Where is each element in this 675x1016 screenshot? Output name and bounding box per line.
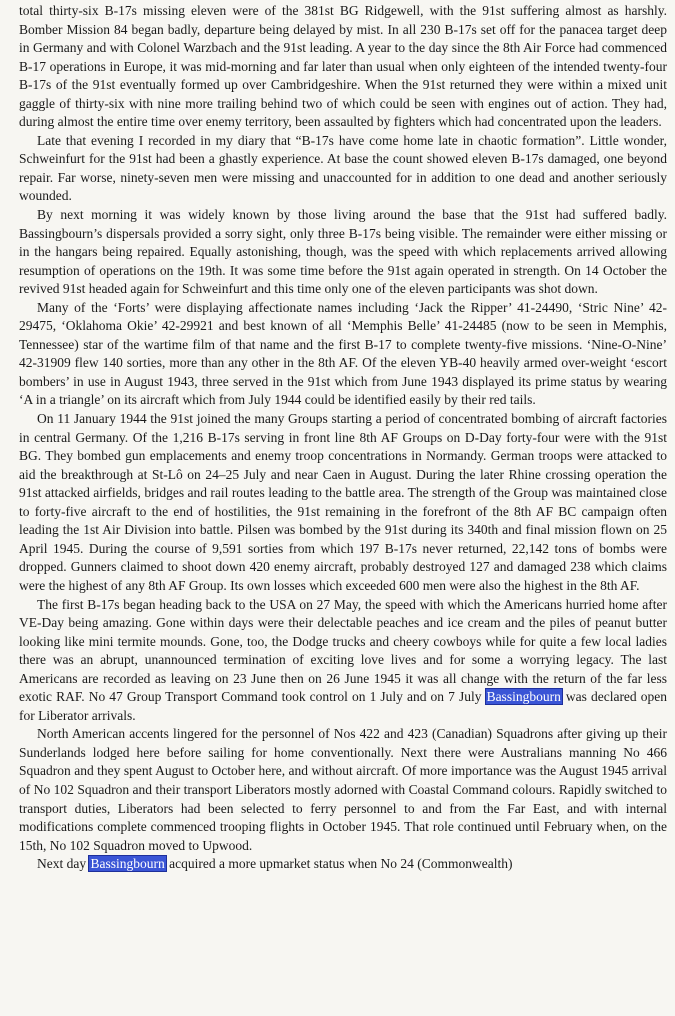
paragraph-text: total thirty-six B-17s missing eleven were of the 381st BG Ridgewell, with the 91st suffering almost as harshly. Bomber Mission 84 began badly, departure being delayed by mist. In all 230 B-17s set off for the panacea target deep in Germany and with Colonel Warzbach and the 91st leading. A year to the day since the 8th Air Force had commenced B-17 operations in Europe, it was mid-morning and far later than usual when only eighteen of the intended twenty-four B-17s of the 91st eventually formed up over Cambridgeshire. When the 91st returned they were within a mixed unit gaggle of thirty-six with nine more trailing behind two of which could be seen with engines out of action. They had, during almost the entire time over enemy territory, been assaulted by fighters which had concentrated upon the leaders. — [19, 3, 667, 130]
highlighted-search-term[interactable]: Bassingbourn — [90, 856, 165, 872]
paragraph-text: On 11 January 1944 the 91st joined the many Groups starting a period of concentrated bombing of aircraft factories in central Germany. Of the 1,216 B-17s serving in front line 8th AF Groups on D-Day forty-four were with the 91st BG. They bombed gun emplacements and enemy troop concentrations in Normandy. German troops were attacked to aid the breakthrough at St-Lô on 24–25 July and near Caen in August. During the later Rhine crossing operation the 91st attacked airfields, bridges and rail routes leading to the battle area. The strength of the Group was maintained close to forty-five aircraft to the end of hostilities, the 91st remaining in the forefront of the 8th AF BC campaign often leading the 1st Air Division into battle. Pilsen was bombed by the 91st during its 340th and final mission flown on 25 April 1945. During the course of 9,591 sorties from which 197 B-17s never returned, 22,142 tons of bombs were dropped. Gunners claimed to shoot down 420 enemy aircraft, probably destroyed 127 and damaged 238 which claims were the highest of any 8th AF Group. Its own losses which exceeded 600 men were also the highest in the 8th AF. — [19, 411, 667, 593]
paragraph-1 — [19, 2, 667, 132]
paragraph-7 — [19, 725, 667, 855]
paragraph-3 — [19, 206, 667, 299]
paragraph-text: Many of the ‘Forts’ were displaying affectionate names including ‘Jack the Ripper’ 41-24490, ‘Stric Nine’ 42-29475, ‘Oklahoma Okie’ 42-29921 and best known of all ‘Memphis Belle’ 41-24485 (now to be seen in Memphis, Tennessee) star of the wartime film of that name and the first B-17 to complete twenty-five missions. ‘Nine-O-Nine’ 42-31909 flew 140 sorties, more than any other in the 8th AF. Of the eleven YB-40 heavily armed over-weight ‘escort bombers’ in use in August 1943, three served in the 91st which from June 1943 displayed its prime status by wearing ‘A in a triangle’ on its aircraft which from July 1944 could be identified easily by their red tails. — [19, 299, 667, 408]
paragraph-6 — [19, 596, 667, 726]
paragraph-8 — [19, 855, 667, 874]
paragraph-text: Next day — [37, 856, 90, 872]
paragraph-text: The first B-17s began heading back to the USA on 27 May, the speed with which the Americans hurried home after VE-Day being amazing. Gone within days were their delectable peaches and ice cream and the piles of peanut butter looking like mini termite mounds. Gone, too, the Dodge trucks and cheery cowboys while for quite a few local ladies there was an abrupt, unannounced termination of exciting love lives and for some a worrying legacy. The last Americans are recorded as leaving on 23 June then on 26 June 1945 it was all change with the return of the far less exotic RAF. No 47 Group Transport Command took control on 1 July and on 7 July — [19, 596, 667, 705]
paragraph-text: North American accents lingered for the personnel of Nos 422 and 423 (Canadian) Squadrons after giving up their Sunderlands lodged here before sailing for home conventionally. Next there were Australians manning No 466 Squadron and they spent August to October here, and without aircraft. Of more importance was the August 1945 arrival of No 102 Squadron and their transport Liberators mostly adorned with Coastal Command colours. Rapidly switched to transport duties, Liberators had been selected to ferry personnel to and from the Far East, and with internal modifications complete commenced trooping flights in October 1945. That role continued until February when, on the 15th, No 102 Squadron moved to Upwood. — [19, 726, 667, 853]
paragraph-text: Late that evening I recorded in my diary that “B-17s have come home late in chaotic formation”. Little wonder, Schweinfurt for the 91st had been a ghastly experience. At base the count showed eleven B-17s damaged, one beyond repair. Far worse, ninety-seven men were missing and unaccounted for in addition to one dead and another seriously wounded. — [19, 132, 667, 204]
paragraph-4 — [19, 299, 667, 410]
paragraph-text: By next morning it was widely known by those living around the base that the 91st had suffered badly. Bassingbourn’s dispersals provided a sorry sight, only three B-17s being visible. The remainder were either missing or in the hangars being repaired. Equally astonishing, though, was the speed with which replacements arrived allowing resumption of operations on the 19th. It was some time before the 91st again operated in strength. On 14 October the revived 91st headed again for Schweinfurt and this time only one of the eleven participants was shot down. — [19, 207, 667, 297]
highlighted-search-term[interactable]: Bassingbourn — [486, 689, 561, 705]
paragraph-2 — [19, 132, 667, 206]
paragraph-text: acquired a more upmarket status when No 24 (Commonwealth) — [165, 856, 513, 872]
paragraph-5 — [19, 410, 667, 595]
paragraph-text: was declared open for Liberator arrivals. — [19, 689, 668, 723]
